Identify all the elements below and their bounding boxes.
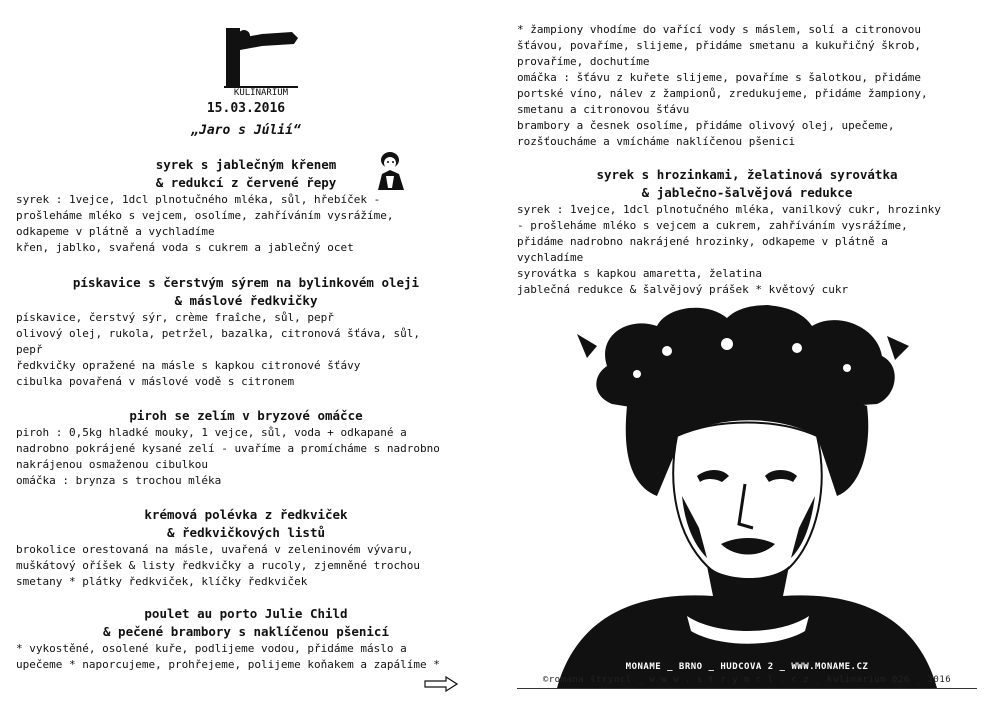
- recipe-continuation: [517, 22, 977, 150]
- footer-divider: [517, 688, 977, 689]
- kulinarium-logo-icon: [222, 28, 300, 98]
- dish-description: piroh : 0,5kg hladké mouky, 1 vejce, sůl, voda + odkapané a nadrobno pokrájené kysané zelí - uvaříme a promícháme s nadrobno nakrájenou osmaženou cibulkou omáčka : brynza s trochou mléka: [16, 426, 440, 487]
- footer-credits: ©romana štryncl _ w w w . s t r y n c l . c z _ kulinarium 026 _ 2016: [542, 675, 952, 685]
- dish-title: syrek s jablečným křenem & redukcí z červené řepy: [155, 157, 337, 190]
- dish-section-2: [16, 274, 476, 390]
- menu-subtitle: „Jaro s Júlií“: [191, 123, 301, 138]
- dish-description: syrek : 1vejce, 1dcl plnotučného mléka, vanilkový cukr, hrozinky - prošleháme mléko s vejcem a cukrem, zahříváním vysrážíme, přidáme nadrobno nakrájené hrozinky, odkapeme v plátně a vychladíme syrovátka s kapkou amaretta, želatina jablečná redukce & šalvějový prášek * květový cukr: [517, 203, 941, 296]
- dish-title: syrek s hrozinkami, želatinová syrovátka & jablečno-šalvějová redukce: [596, 167, 898, 200]
- dish-title: poulet au porto Julie Child & pečené brambory s naklíčenou pšenicí: [103, 606, 389, 639]
- dish-section-3: [16, 407, 476, 489]
- continuation-text: * žampiony vhodíme do vařící vody s máslem, solí a citronovou šťávou, povaříme, slijeme, přidáme smetanu a kukuřičný škrob, provaříme, dochutíme omáčka : šťávu z kuřete slijeme, povaříme s šalotkou, přidáme portské víno, nálev z žampionů, zredukujeme, přidáme žampiony, smetanu a citronovou šťávu brambory a česnek osolíme, přidáme olivový olej, upečeme, rozšťoucháme a vmícháme naklíčenou pšenici: [517, 23, 928, 148]
- dish-description: brokolice orestovaná na másle, uvařená v zeleninovém vývaru, muškátový oříšek & listy ředkvičky a rucoly, zjemněné trochou smetany * plátky ředkviček, klíčky ředkviček: [16, 543, 420, 588]
- dish-description: syrek : 1vejce, 1dcl plnotučného mléka, sůl, hřebíček - prošleháme mléko s vejcem, osolíme, zahříváním vysrážíme, odkapeme v plátně a vychladíme křen, jablko, svařená voda s cukrem a jablečný ocet: [16, 193, 394, 254]
- dish-description: * vykostěné, osolené kuře, podlijeme vodou, přidáme máslo a upečeme * naporcujeme, prohřejeme, polijeme koňakem a zapálíme *: [16, 642, 440, 671]
- julia-portrait-illustration: [517, 296, 977, 688]
- right-arrow-icon: [424, 676, 458, 692]
- dish-title: krémová polévka z ředkviček & ředkvičkových listů: [144, 507, 348, 540]
- svg-text:KULINARIUM: KULINARIUM: [233, 88, 289, 98]
- menu-date: 15.03.2016: [206, 101, 286, 116]
- dish-section-4: [16, 506, 476, 590]
- dish-title: pískavice s čerstvým sýrem na bylinkovém oleji & máslové ředkvičky: [72, 275, 420, 308]
- dish-section-1: [16, 156, 476, 256]
- dish-section-5: [16, 605, 476, 673]
- footer-venue: MONAME _ BRNO _ HUDCOVA 2 _ WWW.MONAME.CZ: [625, 662, 869, 672]
- dish-title: piroh se zelím v bryzové omáčce: [129, 408, 363, 423]
- dish-description: pískavice, čerstvý sýr, crème fraîche, sůl, pepř olivový olej, rukola, petržel, bazalka, citronová šťáva, sůl, pepř ředkvičky opražené na másle s kapkou citronové šťávy cibulka povařená v máslové vodě s citronem: [16, 311, 420, 388]
- dish-section-6: [517, 166, 977, 298]
